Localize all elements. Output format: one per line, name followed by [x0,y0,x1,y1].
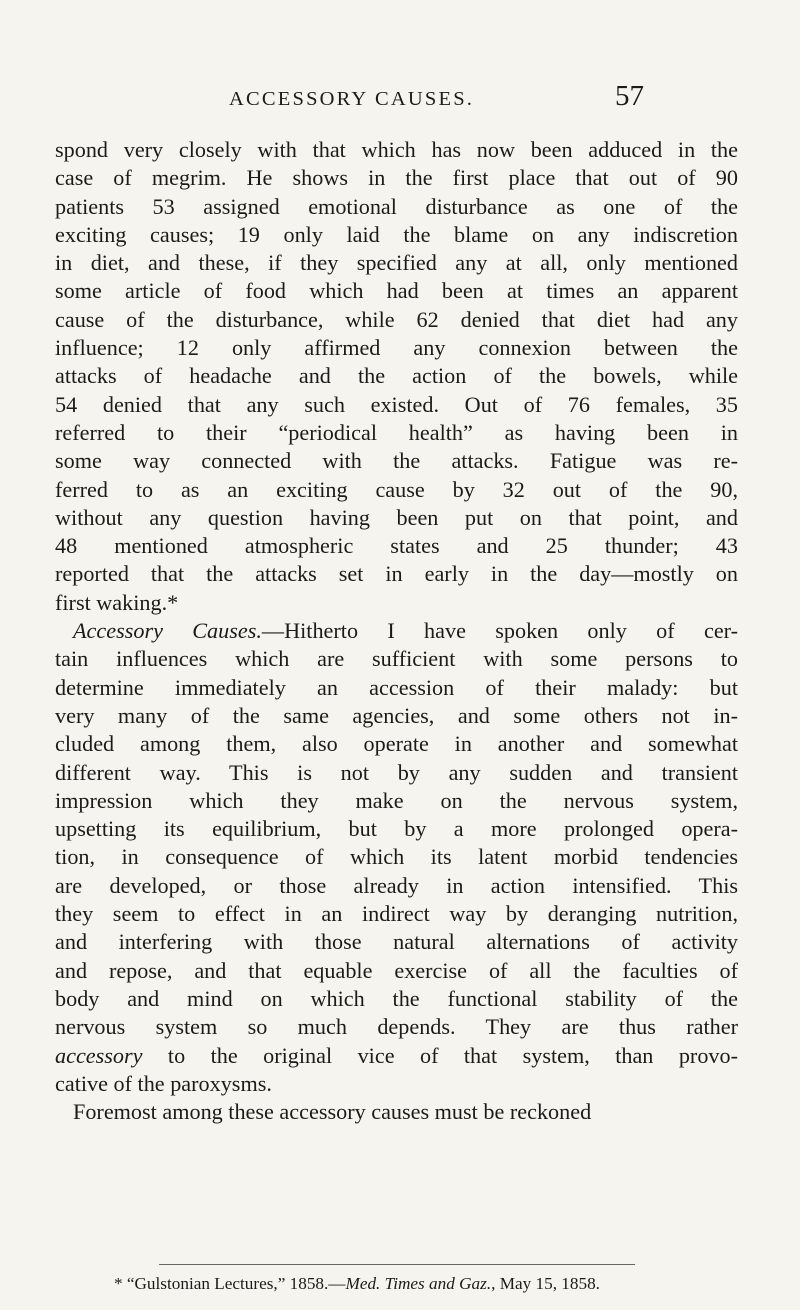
text-line: some way connected with the attacks. Fatigue was re- [55,448,738,474]
text-line: nervous system so much depends. They are thus rather [55,1014,738,1040]
text-line: tain influences which are sufficient with some persons to [55,646,738,672]
body-text [55,136,738,1126]
text-line: different way. This is not by any sudden and transient [55,759,738,785]
text-line: body and mind on which the functional stability of the [55,985,738,1011]
footnote [114,1274,600,1294]
text-line: spond very closely with that which has now been adduced in the [55,137,738,162]
text-line: upsetting its equilibrium, but by a more prolonged opera- [55,816,738,842]
text-line: influence; 12 only affirmed any connexion between the [55,335,738,361]
text-line: and interfering with those natural alternations of activity [55,929,738,955]
text-line: attacks of headache and the action of the bowels, while [55,363,738,389]
text-line: are developed, or those already in action intensified. This [55,872,738,898]
text-line: exciting causes; 19 only laid the blame on any indiscretion [55,221,738,247]
text-line: they seem to effect in an indirect way by deranging nutrition, [55,901,738,927]
section-first-line [55,617,738,645]
section-heading: Accessory Causes. [73,618,262,644]
text-line: and repose, and that equable exercise of all the faculties of [55,957,738,983]
text-line: cative of the paroxysms. [55,1070,272,1096]
footnote-text-before: “Gulstonian Lectures,” 1858.— [122,1274,346,1293]
text-line: without any question having been put on that point, and [55,504,738,530]
running-head [0,80,800,120]
page-number: 57 [615,80,644,112]
text-line: patients 53 assigned emotional disturbance as one of the [55,193,738,219]
text-line: in diet, and these, if they specified any at all, only mentioned [55,250,738,276]
text-line: case of megrim. He shows in the first place that out of 90 [55,165,738,191]
text-line: first waking.* [55,589,179,615]
section-first-line-rest: —Hitherto I have spoken only of cer- [261,618,738,644]
footnote-marker: * [114,1274,123,1293]
text-line: referred to their “periodical health” as having been in [55,419,738,445]
text-line: 48 mentioned atmospheric states and 25 thunder; 43 [55,533,738,559]
text-line: cause of the disturbance, while 62 denied that diet had any [55,306,738,332]
text-line: ferred to as an exciting cause by 32 out of the 90, [55,476,738,502]
footnote-divider [159,1264,635,1265]
accessory-line [55,1042,738,1070]
text-line: tion, in consequence of which its latent morbid tendencies [55,844,738,870]
text-line: cluded among them, also operate in another and somewhat [55,731,738,757]
accessory-word: accessory [55,1042,143,1068]
text-line: some article of food which had been at times an apparent [55,278,738,304]
text-line: reported that the attacks set in early in the day—mostly on [55,561,738,587]
text-line: 54 denied that any such existed. Out of 76 females, 35 [55,391,738,417]
accessory-line-rest: to the original vice of that system, than provo- [142,1042,738,1068]
footnote-journal: Med. Times and Gaz. [345,1274,492,1293]
text-line: impression which they make on the nervous system, [55,787,738,813]
running-title: ACCESSORY CAUSES. [229,88,475,110]
text-line: Foremost among these accessory causes must be reckoned [73,1099,592,1125]
text-line: determine immediately an accession of their malady: but [55,674,738,700]
text-line: very many of the same agencies, and some others not in- [55,702,738,728]
footnote-text-after: , May 15, 1858. [491,1274,600,1293]
